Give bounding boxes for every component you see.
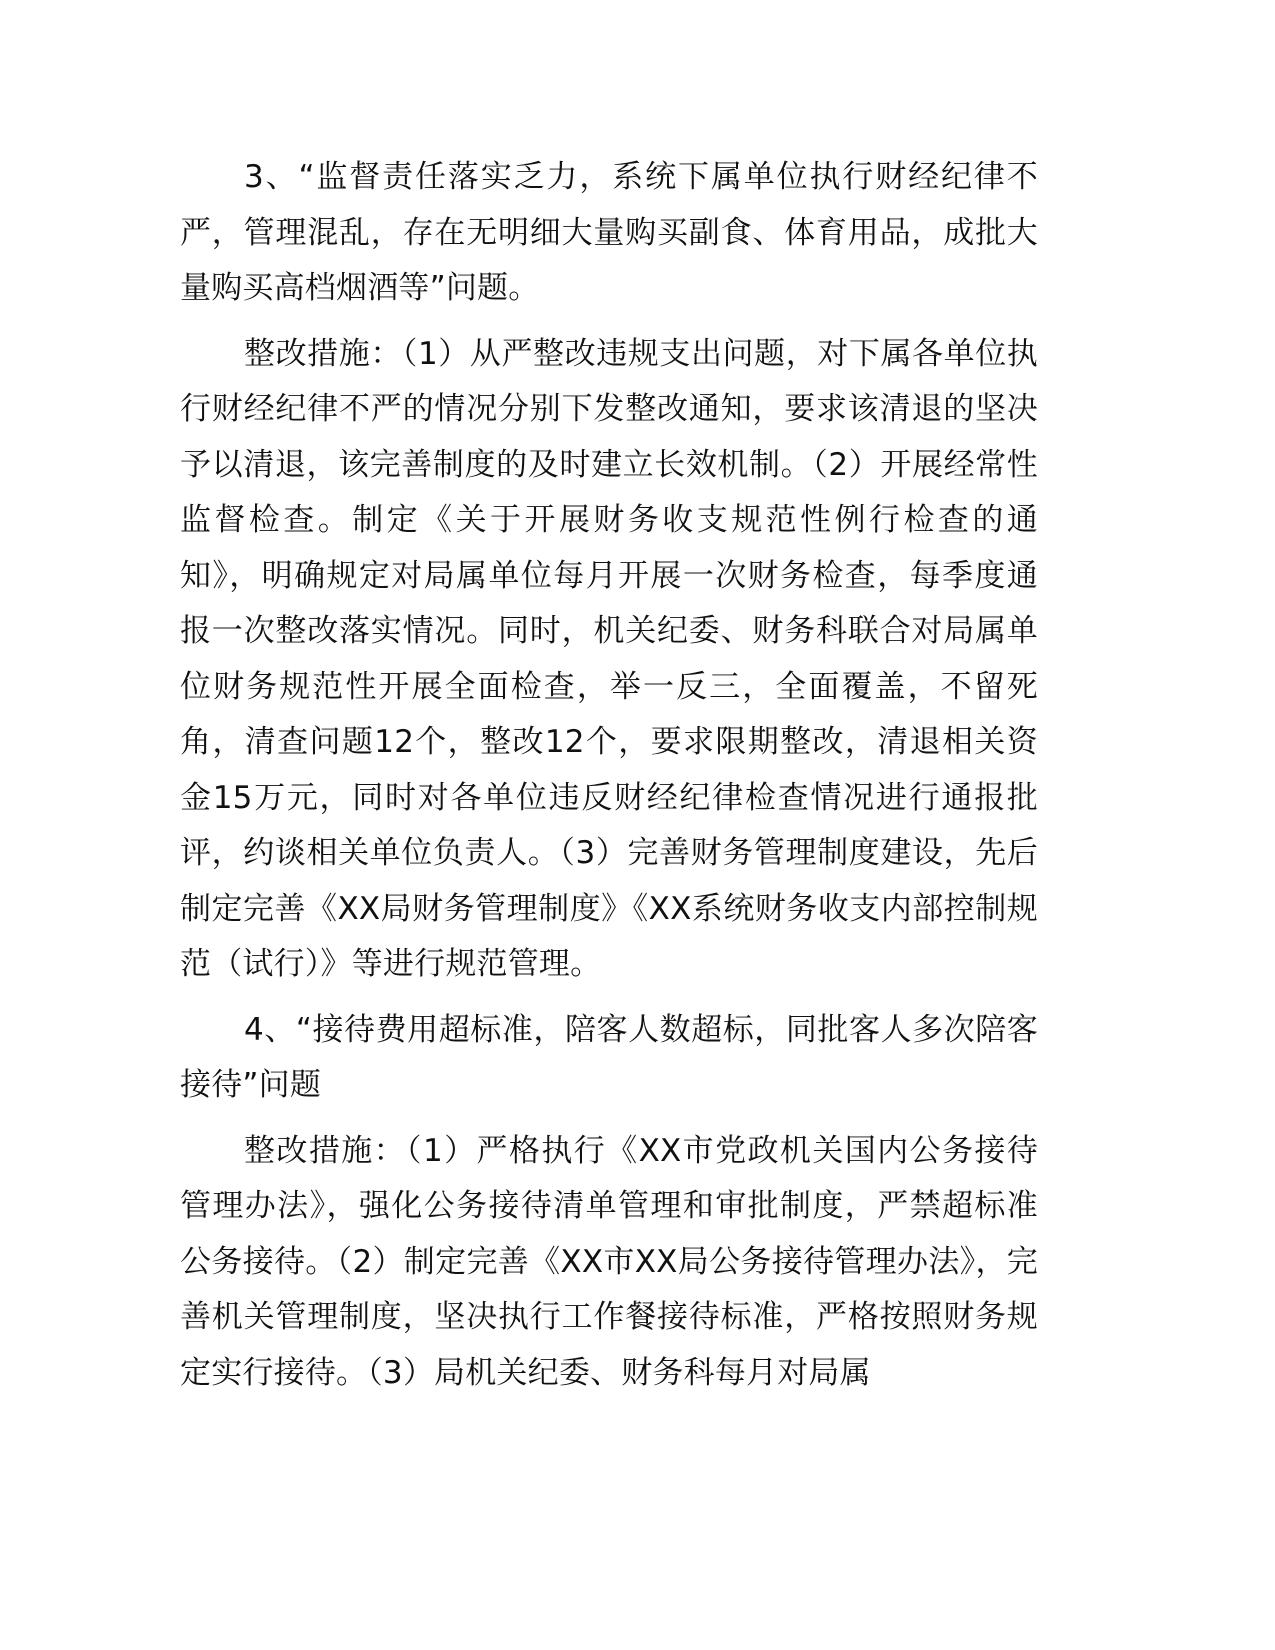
issue-3-paragraph: 3、“监督责任落实乏力，系统下属单位执行财经纪律不严，管理混乱，存在无明细大量购买副食、体育用品，成批大量购买高档烟酒等”问题。 (180, 159, 1038, 306)
issue-3-measures-paragraph: 整改措施：（1）从严整改违规支出问题，对下属各单位执行财经纪律不严的情况分别下发整改通知，要求该清退的坚决予以清退，该完善制度的及时建立长效机制。（2）开展经常性监督检查。制定《关于开展财务收支规范性例行检查的通知》，明确规定对局属单位每月开展一次财务检查，每季度通报一次整改落实情况。同时，机关纪委、财务科联合对局属单位财务规范性开展全面检查，举一反三，全面覆盖，不留死角，清查问题12个，整改12个，要求限期整改，清退相关资金15万元，同时对各单位违反财经纪律检查情况进行通报批评，约谈相关单位负责人。（3）完善财务管理制度建设，先后制定完善《XX局财务管理制度》《XX系统财务收支内部控制规范（试行）》等进行规范管理。 (180, 335, 1038, 982)
issue-4-measures-paragraph: 整改措施：（1）严格执行《XX市党政机关国内公务接待管理办法》，强化公务接待清单管理和审批制度，严禁超标准公务接待。（2）制定完善《XX市XX局公务接待管理办法》，完善机关管理制度，坚决执行工作餐接待标准，严格按照财务规定实行接待。（3）局机关纪委、财务科每月对局属 (180, 1132, 1038, 1391)
document-body (180, 150, 1038, 1411)
issue-4-paragraph: 4、“接待费用超标准，陪客人数超标，同批客人多次陪客接待”问题 (180, 1011, 1038, 1103)
